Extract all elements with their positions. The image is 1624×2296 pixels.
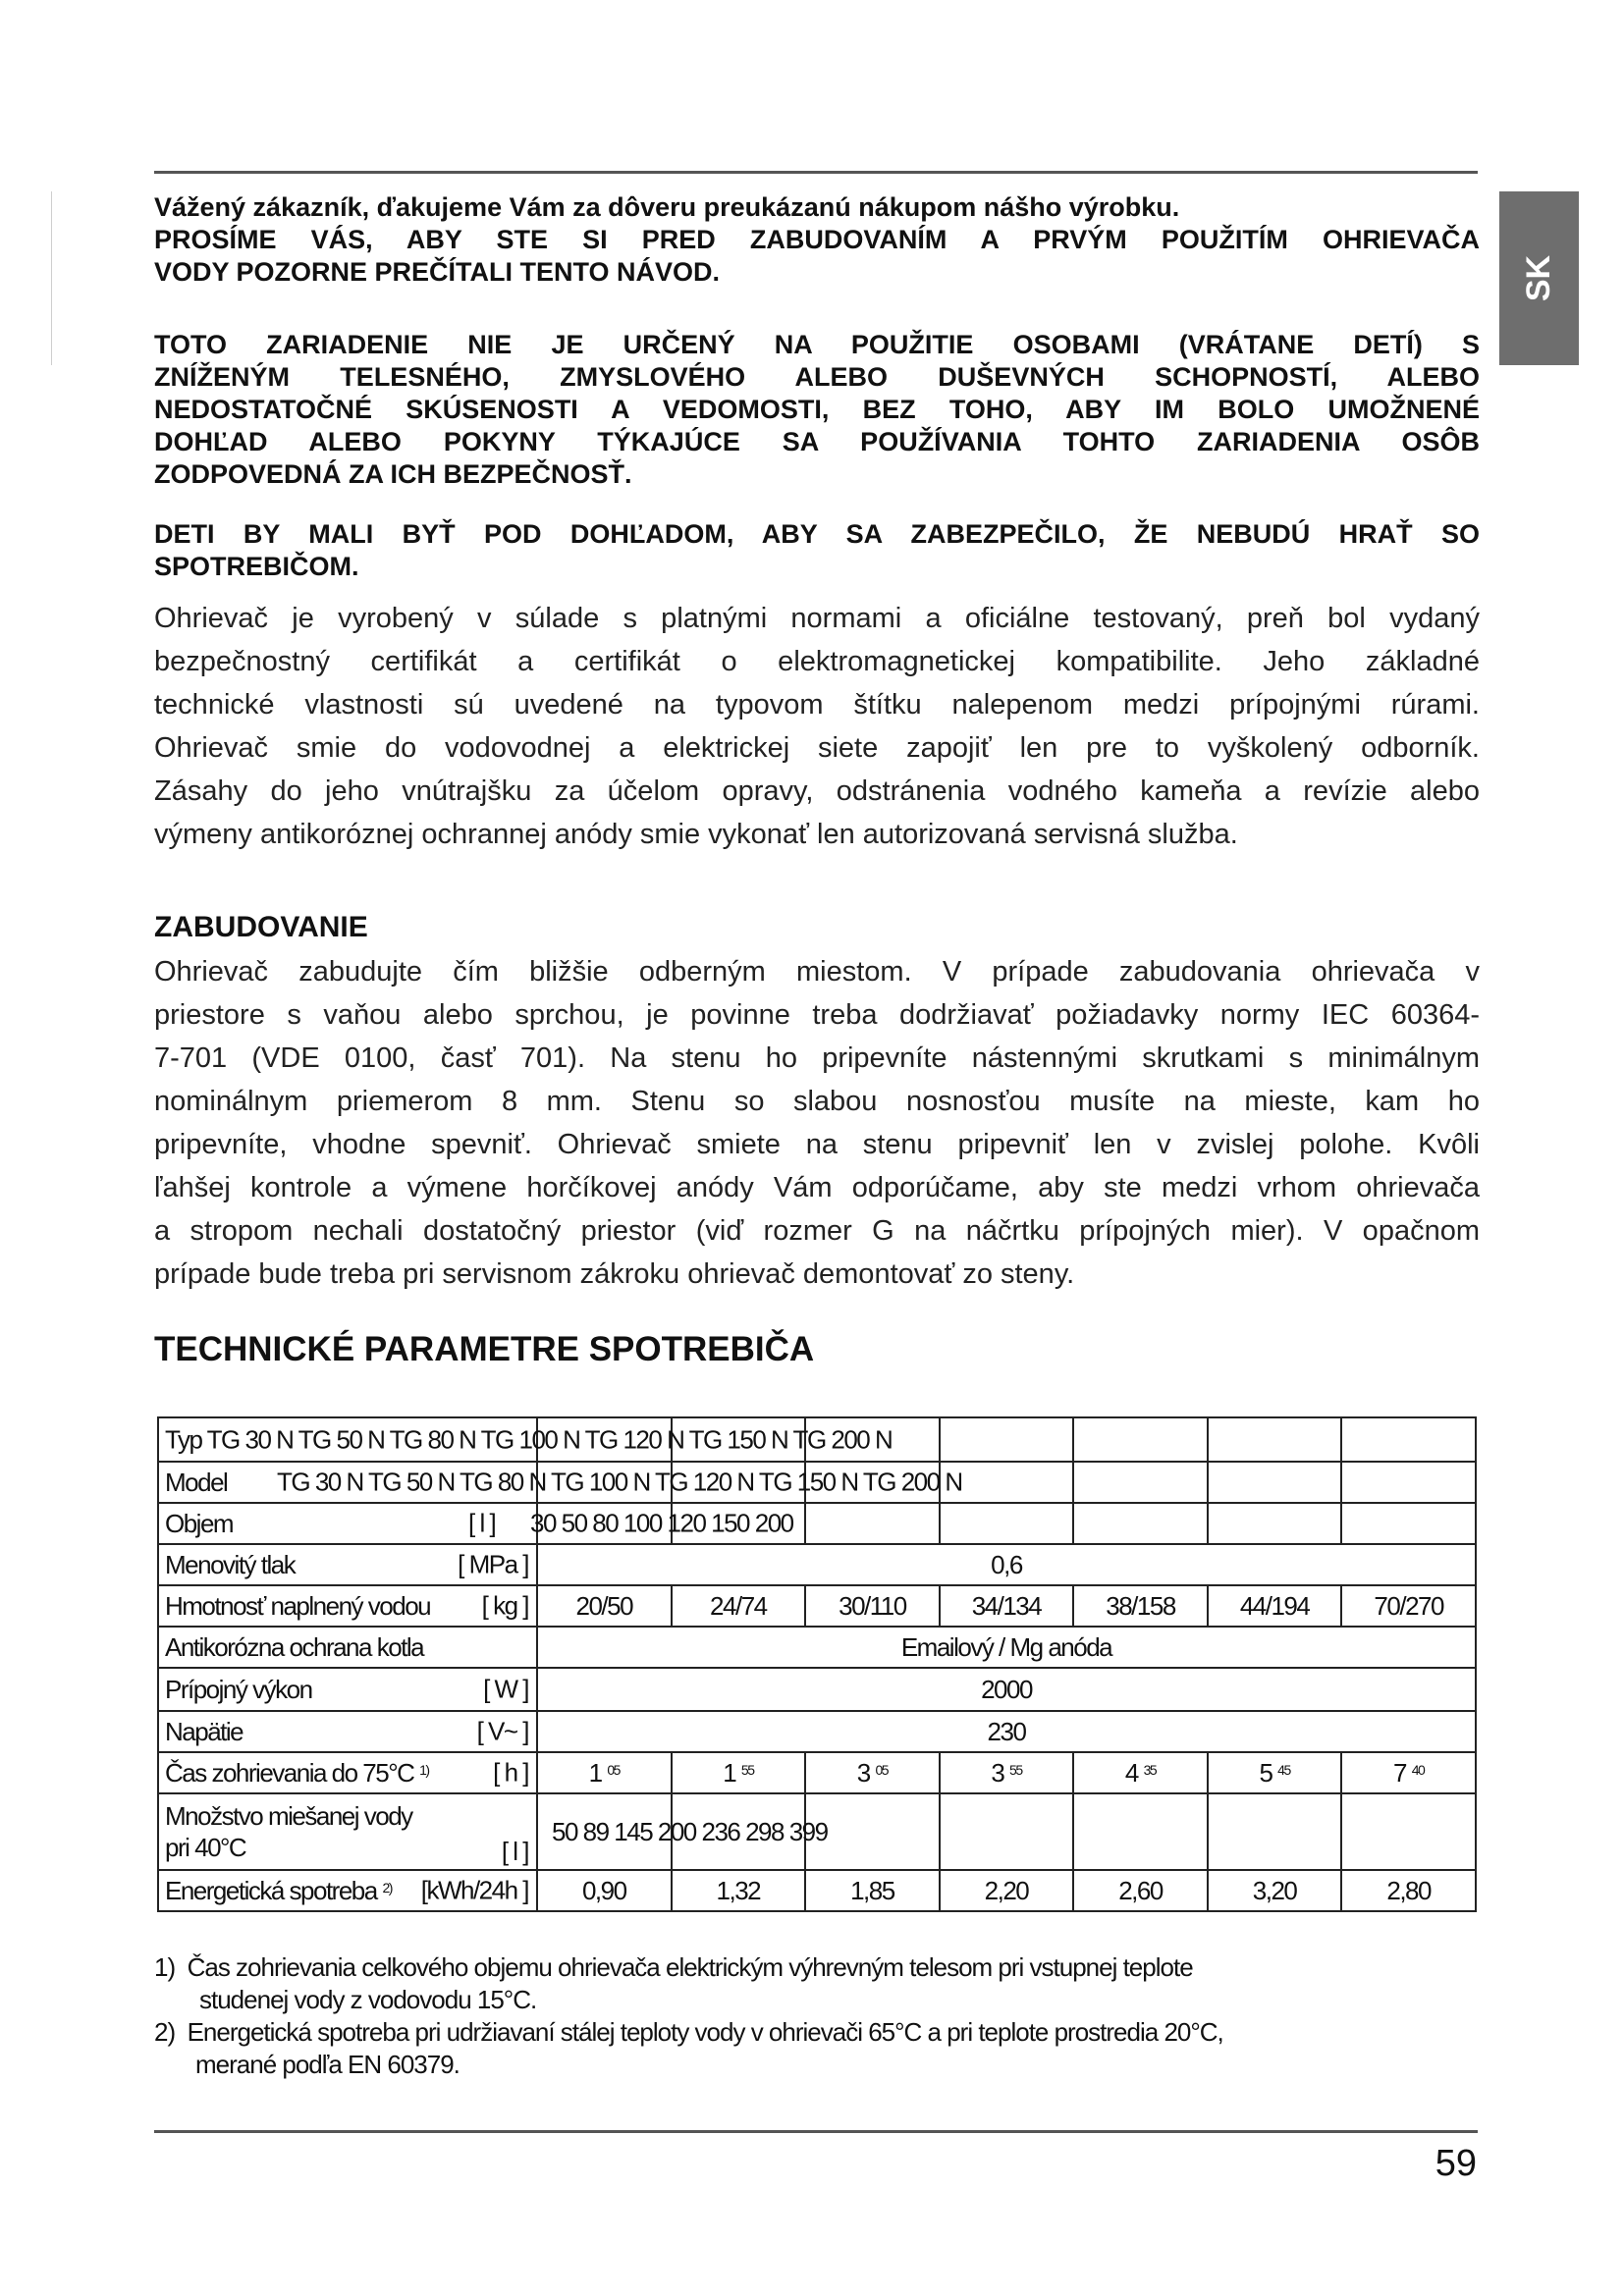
power-unit: [ W ]: [483, 1674, 528, 1704]
text-line: ZODPOVEDNÁ ZA ICH BEZPEČNOSŤ.: [154, 459, 632, 489]
heating-time-cell: [537, 1752, 672, 1793]
installation-heading: ZABUDOVANIE: [154, 911, 368, 943]
table-row-weight: [158, 1585, 1476, 1627]
technical-heading: TECHNICKÉ PARAMETRE SPOTREBIČA: [154, 1330, 815, 1368]
heating-time-cell: [805, 1752, 940, 1793]
text-line: DETI BY MALI BYŤ POD DOHĽADOM, ABY SA ZABEZPEČILO, ŽE NEBUDÚ HRAŤ SO: [154, 519, 1480, 549]
energy-cell: 2,80: [1341, 1870, 1476, 1911]
text-line: Ohrievač zabudujte čím bližšie odberným miestom. V prípade zabudovania ohrievača v: [154, 956, 1480, 988]
energy-cell: 2,60: [1073, 1870, 1208, 1911]
volume-values: 30 50 80 100 120 150 200: [530, 1508, 793, 1538]
text-line: technické vlastnosti sú uvedené na typovom štítku nalepenom medzi prípojnými rúrami.: [154, 689, 1480, 721]
footnote-text: Energetická spotreba pri udržiavaní stálej teploty vody v ohrievači 65°C a pri teplote prostredia 20°C,: [187, 2017, 1223, 2047]
energy-cell: 3,20: [1208, 1870, 1342, 1911]
children-warning: [154, 518, 1480, 583]
footnote-1: [154, 1951, 1223, 2016]
footnote-mark: 1): [154, 1952, 176, 1982]
mixed-water-values: 50 89 145 200 236 298 399: [552, 1817, 828, 1846]
weight-label: Hmotnosť naplnený vodou: [165, 1590, 431, 1621]
weight-cell: 24/74: [672, 1585, 806, 1627]
minutes: 05: [607, 1761, 620, 1778]
weight-unit: [ kg ]: [481, 1590, 528, 1621]
table-row-type: [158, 1417, 1476, 1462]
heating-time-cell: [1341, 1752, 1476, 1793]
greeting: [154, 191, 1480, 224]
text-line: a stropom nechali dostatočný priestor (viď rozmer G na náčrtku prípojných mier). V opačnom: [154, 1215, 1480, 1247]
table-row-pressure: [158, 1544, 1476, 1585]
text-line: Ohrievač je vyrobený v súlade s platnými normami a oficiálne testovaný, preň bol vydaný: [154, 603, 1480, 634]
weight-cell: 20/50: [537, 1585, 672, 1627]
hours: 5: [1259, 1757, 1272, 1788]
text-line: Zásahy do jeho vnútrajšku za účelom opravy, odstránenia vodného kameňa a revízie alebo: [154, 775, 1480, 807]
protection-label: Antikorózna ochrana kotla: [165, 1631, 424, 1662]
installation-section: [154, 911, 1480, 944]
table-row-volume: [158, 1503, 1476, 1544]
mixed-water-label-2: pri 40°C: [165, 1833, 246, 1862]
model-values: TG 30 N TG 50 N TG 80 N TG 100 N TG 120 N TG 150 N TG 200 N: [277, 1467, 962, 1497]
heating-time-unit: [ h ]: [493, 1757, 528, 1788]
text-line: PROSÍME VÁS, ABY STE SI PRED ZABUDOVANÍM A PRVÝM POUŽITÍM OHRIEVAČA: [154, 225, 1480, 254]
text-line: NEDOSTATOČNÉ SKÚSENOSTI A VEDOMOSTI, BEZ TOHO, ABY IM BOLO UMOŽNENÉ: [154, 395, 1480, 424]
energy-label: Energetická spotreba: [165, 1875, 377, 1905]
footnotes: [154, 1951, 1223, 2081]
footnote-ref-1: 1): [419, 1761, 429, 1778]
energy-unit: [kWh/24h ]: [420, 1875, 528, 1905]
energy-cell: 1,85: [805, 1870, 940, 1911]
text-line: SPOTREBIČOM.: [154, 552, 359, 581]
text-line: TOTO ZARIADENIE NIE JE URČENÝ NA POUŽITIE OSOBAMI (VRÁTANE DETÍ) S: [154, 330, 1480, 359]
footnote-text: Čas zohrievania celkového objemu ohrievača elektrickým výhrevným telesom pri vstupnej teplote: [187, 1952, 1193, 1982]
minutes: 55: [1009, 1761, 1022, 1778]
pressure-unit: [ MPa ]: [458, 1549, 528, 1579]
voltage-unit: [ V~ ]: [476, 1716, 528, 1746]
weight-cell: 34/134: [940, 1585, 1074, 1627]
footnote-text: studenej vody z vodovodu 15°C.: [199, 1985, 537, 2014]
footnote-ref-2: 2): [382, 1879, 392, 1896]
intro-body: [154, 597, 1480, 856]
heating-time-cell: [1073, 1752, 1208, 1793]
text-line: výmeny antikoróznej ochrannej anódy smie vykonať len autorizovaná servisná služba.: [154, 819, 1238, 850]
text-line: prípade bude treba pri servisnom zákroku ohrievač demontovať zo steny.: [154, 1258, 1075, 1290]
protection-value: Emailový / Mg anóda: [537, 1627, 1476, 1668]
type-cell: Typ TG 30 N TG 50 N TG 80 N TG 100 N TG 120 N TG 150 N TG 200 N: [165, 1424, 893, 1454]
hours: 1: [723, 1757, 736, 1788]
energy-cell: 1,32: [672, 1870, 806, 1911]
table-row-power: [158, 1668, 1476, 1711]
footnote-mark: 2): [154, 2017, 176, 2047]
weight-cell: 38/158: [1073, 1585, 1208, 1627]
text-line: Ohrievač smie do vodovodnej a elektrickej siete zapojiť len pre to vyškolený odborník.: [154, 732, 1480, 764]
margin-line: [51, 191, 52, 365]
energy-cell: 2,20: [940, 1870, 1074, 1911]
technical-section: [154, 1330, 1480, 1369]
footnote-2: [154, 2016, 1223, 2081]
heating-time-cell: [672, 1752, 806, 1793]
hours: 3: [991, 1757, 1004, 1788]
heating-time-cell: [940, 1752, 1074, 1793]
weight-cell: 30/110: [805, 1585, 940, 1627]
language-tab-label: SK: [1519, 254, 1557, 302]
minutes: 35: [1143, 1761, 1157, 1778]
hours: 7: [1393, 1757, 1407, 1788]
table-row-energy: [158, 1870, 1476, 1911]
volume-unit: [ l ]: [468, 1508, 496, 1538]
minutes: 45: [1277, 1761, 1290, 1778]
voltage-label: Napätie: [165, 1716, 244, 1746]
heating-time-cell: [1208, 1752, 1342, 1793]
page-number: 59: [1435, 2143, 1477, 2184]
volume-label: Objem: [165, 1508, 234, 1538]
energy-cell: 0,90: [537, 1870, 672, 1911]
text-line: 7-701 (VDE 0100, časť 701). Na stenu ho pripevníte nástennými skrutkami s minimálnym: [154, 1042, 1480, 1074]
minutes: 55: [740, 1761, 754, 1778]
mixed-water-unit: [ l ]: [501, 1837, 528, 1866]
heating-time-label: Čas zohrievania do 75°C: [165, 1757, 414, 1788]
table-row-model: [158, 1462, 1476, 1503]
voltage-value: 230: [537, 1711, 1476, 1752]
text-line: priestore s vaňou alebo sprchou, je povinne treba dodržiavať požiadavky normy IEC 60364-: [154, 999, 1480, 1031]
language-tab: [1499, 191, 1579, 365]
request-paragraph: [154, 224, 1480, 289]
power-label: Prípojný výkon: [165, 1674, 312, 1704]
hours: 1: [588, 1757, 602, 1788]
text-line: ZNÍŽENÝM TELESNÉHO, ZMYSLOVÉHO ALEBO DUŠEVNÝCH SCHOPNOSTÍ, ALEBO: [154, 362, 1480, 392]
warning-paragraph: [154, 329, 1480, 491]
table-row-mixed-water: [158, 1793, 1476, 1870]
table-row-protection: [158, 1627, 1476, 1668]
text-line: DOHĽAD ALEBO POKYNY TÝKAJÚCE SA POUŽÍVANIA TOHTO ZARIADENIA OSÔB: [154, 427, 1480, 456]
pressure-label: Menovitý tlak: [165, 1549, 296, 1579]
weight-cell: 44/194: [1208, 1585, 1342, 1627]
footnote-text: merané podľa EN 60379.: [195, 2050, 460, 2079]
text-line: ľahšej kontrole a výmene horčíkovej anódy Vám odporúčame, aby ste medzi vrhom ohrievača: [154, 1172, 1480, 1203]
model-label: Model: [165, 1467, 228, 1497]
top-rule: [154, 171, 1478, 174]
power-value: 2000: [537, 1668, 1476, 1711]
greeting-text: Vážený zákazník, ďakujeme Vám za dôveru preukázanú nákupom nášho výrobku.: [154, 192, 1180, 222]
pressure-value: 0,6: [537, 1544, 1476, 1585]
weight-cell: 70/270: [1341, 1585, 1476, 1627]
technical-parameters-table: [157, 1416, 1477, 1912]
text-line: bezpečnostný certifikát a certifikát o elektromagnetickej kompatibilite. Jeho základné: [154, 646, 1480, 677]
hours: 3: [856, 1757, 870, 1788]
minutes: 40: [1411, 1761, 1425, 1778]
table-row-heating-time: [158, 1752, 1476, 1793]
hours: 4: [1124, 1757, 1138, 1788]
bottom-rule: [154, 2130, 1478, 2133]
text-line: nominálnym priemerom 8 mm. Stenu so slabou nosnosťou musíte na mieste, kam ho: [154, 1086, 1480, 1117]
text-line: VODY POZORNE PREČÍTALI TENTO NÁVOD.: [154, 257, 721, 287]
installation-body: [154, 950, 1480, 1296]
mixed-water-label-1: Množstvo miešanej vody: [165, 1801, 412, 1831]
text-line: pripevníte, vhodne spevniť. Ohrievač smiete na stenu pripevniť len v zvislej polohe. Kvôli: [154, 1129, 1480, 1160]
minutes: 05: [875, 1761, 889, 1778]
table-row-voltage: [158, 1711, 1476, 1752]
